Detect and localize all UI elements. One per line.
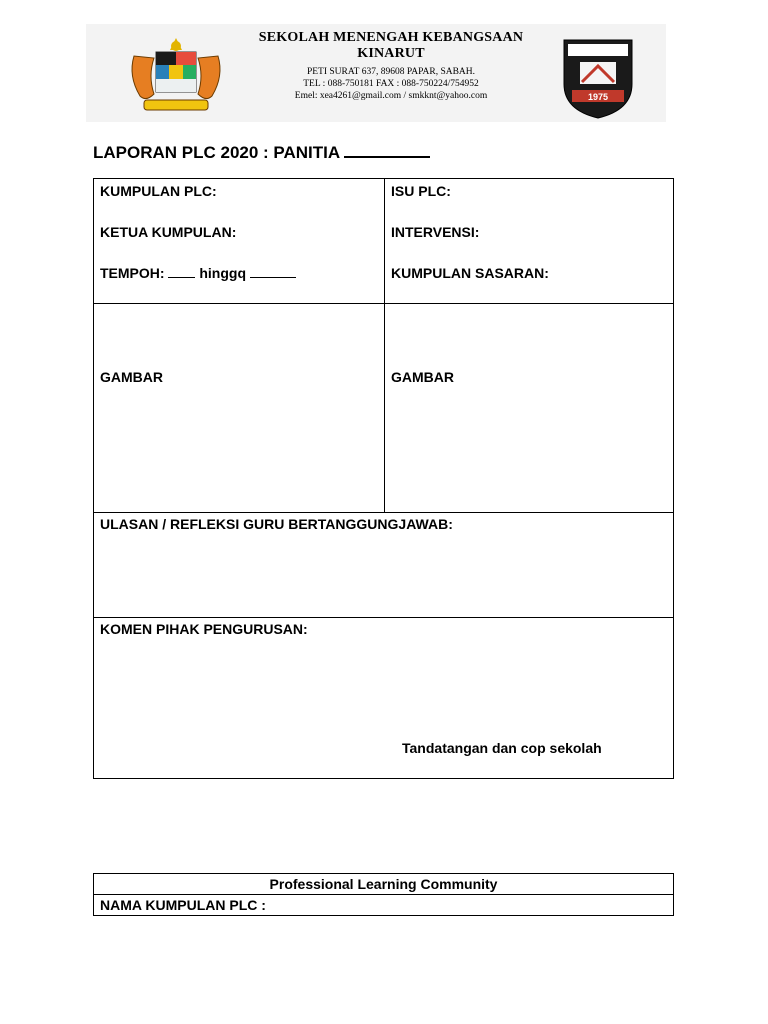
ketua-kumpulan-label: KETUA KUMPULAN: xyxy=(100,224,237,240)
letterhead-text xyxy=(226,30,556,102)
letterhead xyxy=(86,24,666,122)
isu-plc-label: ISU PLC: xyxy=(391,183,451,199)
tandatangan-label: Tandatangan dan cop sekolah xyxy=(402,740,602,756)
tempoh-end-blank[interactable] xyxy=(250,265,296,278)
plc-summary-table xyxy=(93,873,674,916)
report-table xyxy=(93,178,674,779)
tempoh-start-blank[interactable] xyxy=(168,265,195,278)
intervensi-label: INTERVENSI: xyxy=(391,224,480,240)
gambar-right-label: GAMBAR xyxy=(391,369,454,385)
gambar-left-label: GAMBAR xyxy=(100,369,163,385)
kumpulan-sasaran-label: KUMPULAN SASARAN: xyxy=(391,265,549,281)
report-title xyxy=(93,142,430,163)
nama-kumpulan-label: NAMA KUMPULAN PLC : xyxy=(100,897,266,913)
tempoh-mid-label: hinggq xyxy=(199,265,246,281)
ulasan-label: ULASAN / REFLEKSI GURU BERTANGGUNGJAWAB: xyxy=(100,516,453,532)
row-divider xyxy=(94,617,673,618)
kumpulan-plc-label: KUMPULAN PLC: xyxy=(100,183,217,199)
school-phone-fax: TEL : 088-750181 FAX : 088-750224/754952 xyxy=(303,79,479,89)
plc-summary-header: Professional Learning Community xyxy=(94,874,673,895)
column-divider xyxy=(384,179,385,512)
school-badge-icon xyxy=(558,34,638,120)
jata-negara-crest-icon xyxy=(126,36,226,118)
panitia-blank[interactable] xyxy=(344,142,430,158)
komen-label: KOMEN PIHAK PENGURUSAN: xyxy=(100,621,308,637)
report-title-text: LAPORAN PLC 2020 : PANITIA xyxy=(93,143,341,162)
tempoh-field xyxy=(100,265,296,281)
school-name: SEKOLAH MENENGAH KEBANGSAAN KINARUT xyxy=(258,30,524,61)
school-address: PETI SURAT 637, 89608 PAPAR, SABAH. xyxy=(306,67,476,77)
row-divider xyxy=(94,512,673,513)
tempoh-label: TEMPOH: xyxy=(100,265,165,281)
logo-year: 1975 xyxy=(587,92,609,102)
school-email: Emel: xea4261@gmail.com / smkknt@yahoo.com xyxy=(294,91,488,101)
